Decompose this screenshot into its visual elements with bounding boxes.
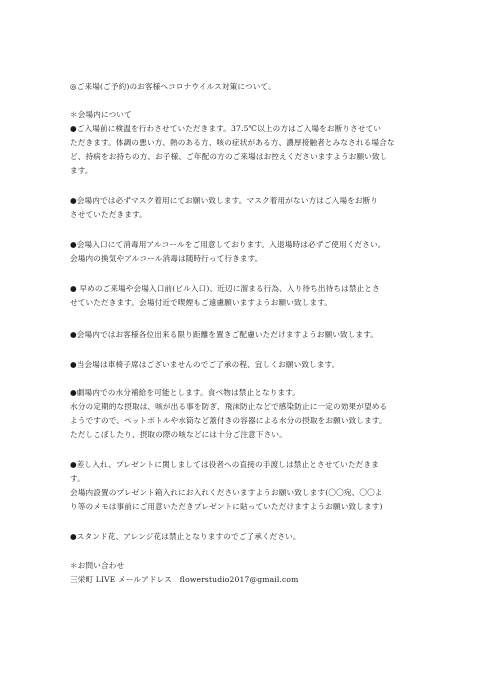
paragraph-wheelchair	[70, 358, 422, 372]
paragraph-alcohol-line-2: 会場内の換気やアルコール消毒は随時行って行きます。	[70, 254, 263, 263]
paragraph-crowding-line-2: せていただきます。会場付近で喫煙もご遠慮願いますようお願い致します。	[70, 298, 333, 307]
page-title: ◎ご来場(ご予約)のお客様へコロナウイルス対策について。	[70, 82, 276, 91]
paragraph-alcohol-line-1: ●会場入口にて消毒用アルコールをご用意しております。入退場時は必ずご使用ください。	[70, 240, 386, 249]
venue-section	[70, 108, 422, 178]
paragraph-presents-line-3: 会場内設置のプレゼント箱入れにお入れくださいますようお願い致します(〇〇宛、〇〇よ	[70, 488, 383, 497]
paragraph-hydration	[70, 386, 422, 442]
contact-email-line: 三栄町 LIVE メールアドレス flowerstudio2017@gmail.com	[70, 575, 299, 584]
paragraph-presents-line-4: り等のメモは事前にご用意いただきプレゼントに貼っていただけますようお願い致します)	[70, 502, 383, 511]
venue-heading: ＊会場内について	[70, 110, 132, 119]
paragraph-presents	[70, 458, 422, 514]
paragraph-temperature-line-3: ど、持病をお持ちの方、お子様、ご年配の方のご来場はお控えくださいますようお願い致し	[70, 152, 388, 161]
paragraph-hydration-line-2: 水分の定期的な摂取は、咳が出る事を防ぎ、飛沫防止などで感染防止に一定の効果が望める	[70, 402, 388, 411]
paragraph-flowers-line-1: ●スタンド花、アレンジ花は禁止となりますのでご了承ください。	[70, 532, 301, 541]
contact-section	[70, 559, 422, 587]
paragraph-mask-line-1: ●会場内では必ずマスク着用にてお願い致します。マスク着用がない方はご入場をお断り	[70, 196, 379, 205]
paragraph-crowding-line-1: ● 早めのご来場や会場入口前(ビル入口)、近辺に溜まる行為、入り待ち出待ちは禁止とさ	[70, 284, 380, 293]
paragraph-mask-line-2: させていただきます。	[70, 210, 147, 219]
paragraph-presents-line-1: ●差し入れ、プレゼントに関しましては役者への直接の手渡しは禁止とさせていただきま	[70, 460, 379, 469]
paragraph-hydration-line-3: ようですので、ペットボトルや水筒など蓋付きの容器による水分の摂取をお願い致します。	[70, 416, 387, 425]
paragraph-hydration-line-1: ●劇場内での水分補給を可能とします。食べ物は禁止となります。	[70, 388, 301, 397]
paragraph-alcohol	[70, 238, 422, 266]
paragraph-presents-line-2: す。	[70, 474, 85, 483]
paragraph-temperature-line-2: ただきます。体調の悪い方、熱のある方、咳の症状がある方、濃厚接触者とみなされる場合な	[70, 138, 395, 147]
paragraph-wheelchair-line-1: ●当会場は車椅子席はございませんのでご了承の程、宜しくお願い致します。	[70, 360, 340, 369]
paragraph-distance-line-1: ●会場内ではお客様各位出来る限り距離を置きご配慮いただけますようお願い致します。	[70, 330, 379, 339]
paragraph-temperature-line-1: ●ご入場前に検温を行わさせていただきます。37.5℃以上の方はご入場をお断りさせてい	[70, 124, 382, 133]
paragraph-crowding	[70, 282, 422, 310]
paragraph-mask	[70, 194, 422, 222]
contact-heading: ＊お問い合わせ	[70, 561, 125, 570]
paragraph-hydration-line-4: ただしこぼしたり、摂取の際の咳などには十分ご注意下さい。	[70, 430, 287, 439]
paragraph-distance	[70, 328, 422, 342]
paragraph-temperature-line-4: ます。	[70, 166, 93, 175]
paragraph-flowers	[70, 530, 422, 544]
